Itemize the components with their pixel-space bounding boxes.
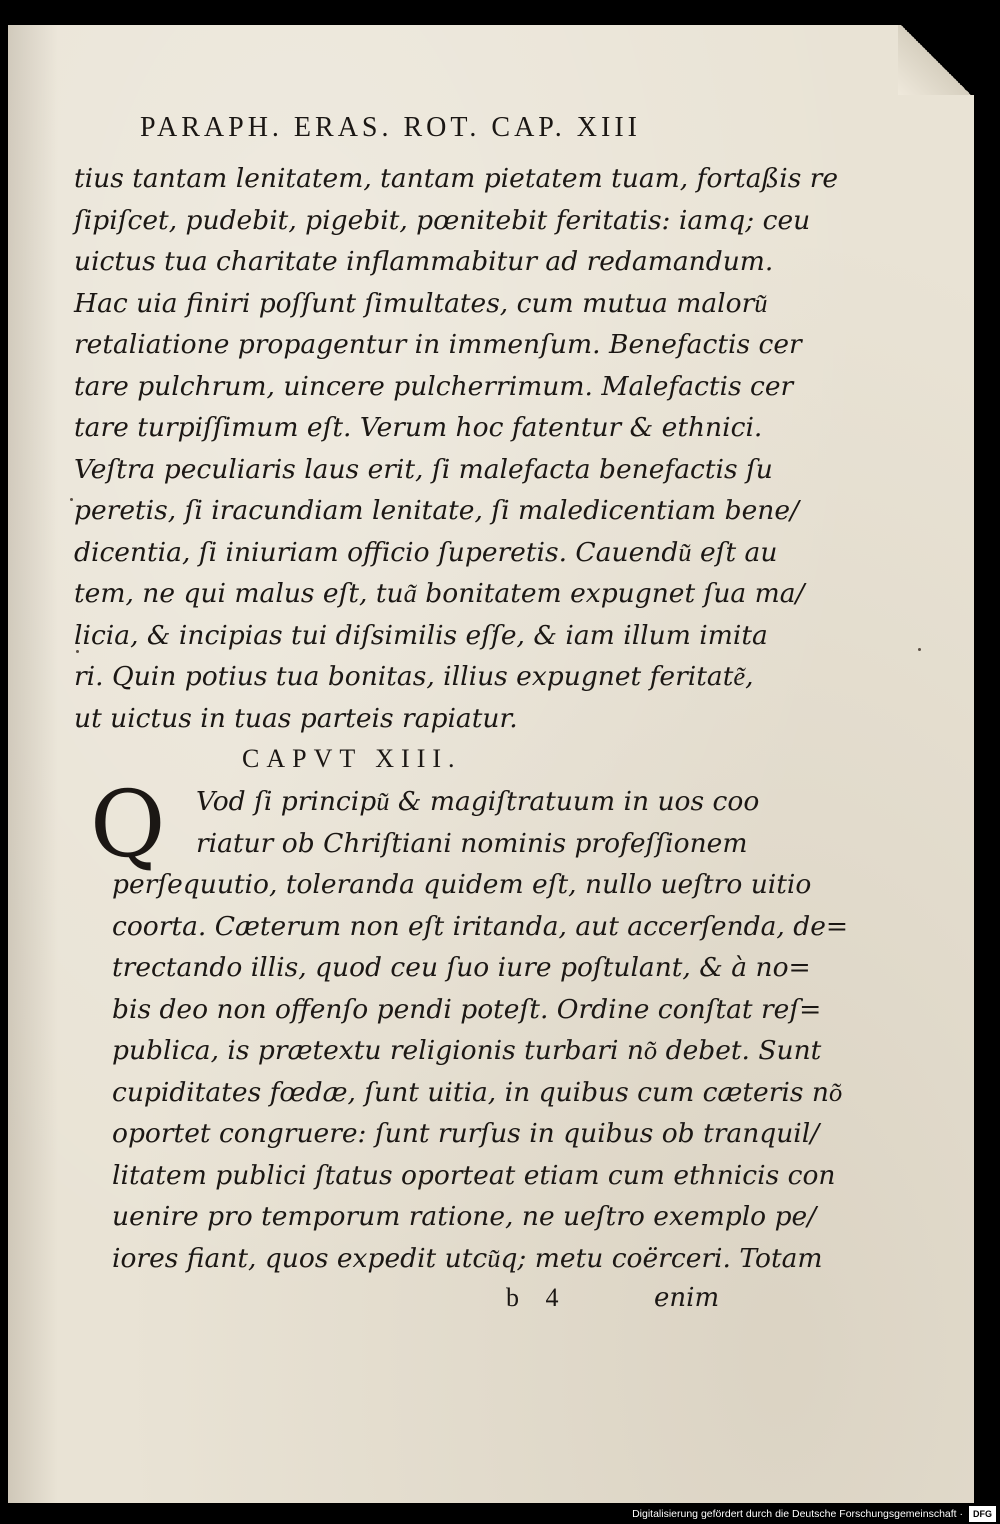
catchword: enim [654,1283,720,1313]
paragraph-continued [60,158,839,739]
signature-mark: b 4 [506,1283,569,1312]
text-line: trectando illis, quod ceu ſuo iure poſtulant, & à no= [112,952,811,983]
page-text [60,100,849,1327]
text-line: Veſtra peculiaris laus erit, ſi malefacta benefactis ſu [74,453,773,485]
text-line: coorta. Cæterum non eſt iritanda, aut accerſenda, de= [112,910,849,942]
text-line: litatem publici ſtatus oporteat etiam cum ethnicis con [112,1159,836,1191]
text-line: Hac uia finiri poſſunt ſimultates, cum mutua maloru͂ [74,287,768,319]
text-line: iores fiant, quos expedit utcu͂q; metu coërceri. Totam [112,1242,823,1274]
text-line: dicentia, ſi iniuriam officio ſuperetis. Cauendu͂ eſt au [74,536,778,568]
text-line: tare pulchrum, uincere pulcherrimum. Malefactis cer [74,370,794,402]
text-line: Vod ſi principu͂ & magiſtratuum in uos coo [196,786,760,817]
text-line: publica, is prætextu religionis turbari no͂ debet. Sunt [112,1035,822,1066]
folded-page-corner [898,25,974,95]
funding-credit-text: Digitalisierung gefördert durch die Deutsche Forschungsgemeinschaft · [632,1508,963,1520]
text-line: licia, & incipias tui diſsimilis eſſe, & iam illum imita [74,619,768,651]
chapter-heading: CAPVT XIII. [242,744,462,773]
dfg-logo: DFG [969,1506,996,1522]
text-line: peretis, ſi iracundiam lenitate, ſi maledicentiam bene/ [74,495,799,526]
text-line: retaliatione propagentur in immenſum. Benefactis cer [74,329,802,360]
gutter-shadow [8,25,58,1503]
digitization-credit [622,1504,1000,1524]
chapter-paragraph [60,771,849,1279]
text-line: uictus tua charitate inflammabitur ad redamandum. [74,246,774,277]
text-line: bis deo non offenſo pendi poteſt. Ordine conſtat reſ= [112,993,822,1025]
text-line: tius tantam lenitatem, tantam pietatem tuam, fortaßis re [74,163,839,194]
text-line: ſipiſcet, pudebit, pigebit, pœnitebit feritatis: iamq; ceu [74,204,811,236]
signature-line [60,1283,720,1327]
paper-speck [918,648,921,651]
running-head: PARAPH. ERAS. ROT. CAP. XIII [140,112,641,143]
text-line: tare turpiſſimum eſt. Verum hoc fatentur & ethnici. [74,412,763,443]
text-line: cupiditates fœdæ, ſunt uitia, in quibus cum cæteris no͂ [112,1076,843,1108]
text-line: riatur ob Chriſtiani nominis profeſſionem [196,827,748,859]
drop-cap-initial: Q [90,771,166,878]
text-line: ri. Quin potius tua bonitas, illius expugnet feritate͂, [74,661,754,692]
text-line: perſequutio, toleranda quidem eſt, nullo ueſtro uitio [112,869,812,900]
text-line: uenire pro temporum ratione, ne ueſtro exemplo pe/ [112,1201,817,1232]
text-line: ut uictus in tuas parteis rapiatur. [74,702,518,734]
text-line: oportet congruere: ſunt rurſus in quibus ob tranquil/ [112,1118,820,1149]
text-line: tem, ne qui malus eſt, tua͂ bonitatem expugnet ſua ma/ [74,578,805,609]
